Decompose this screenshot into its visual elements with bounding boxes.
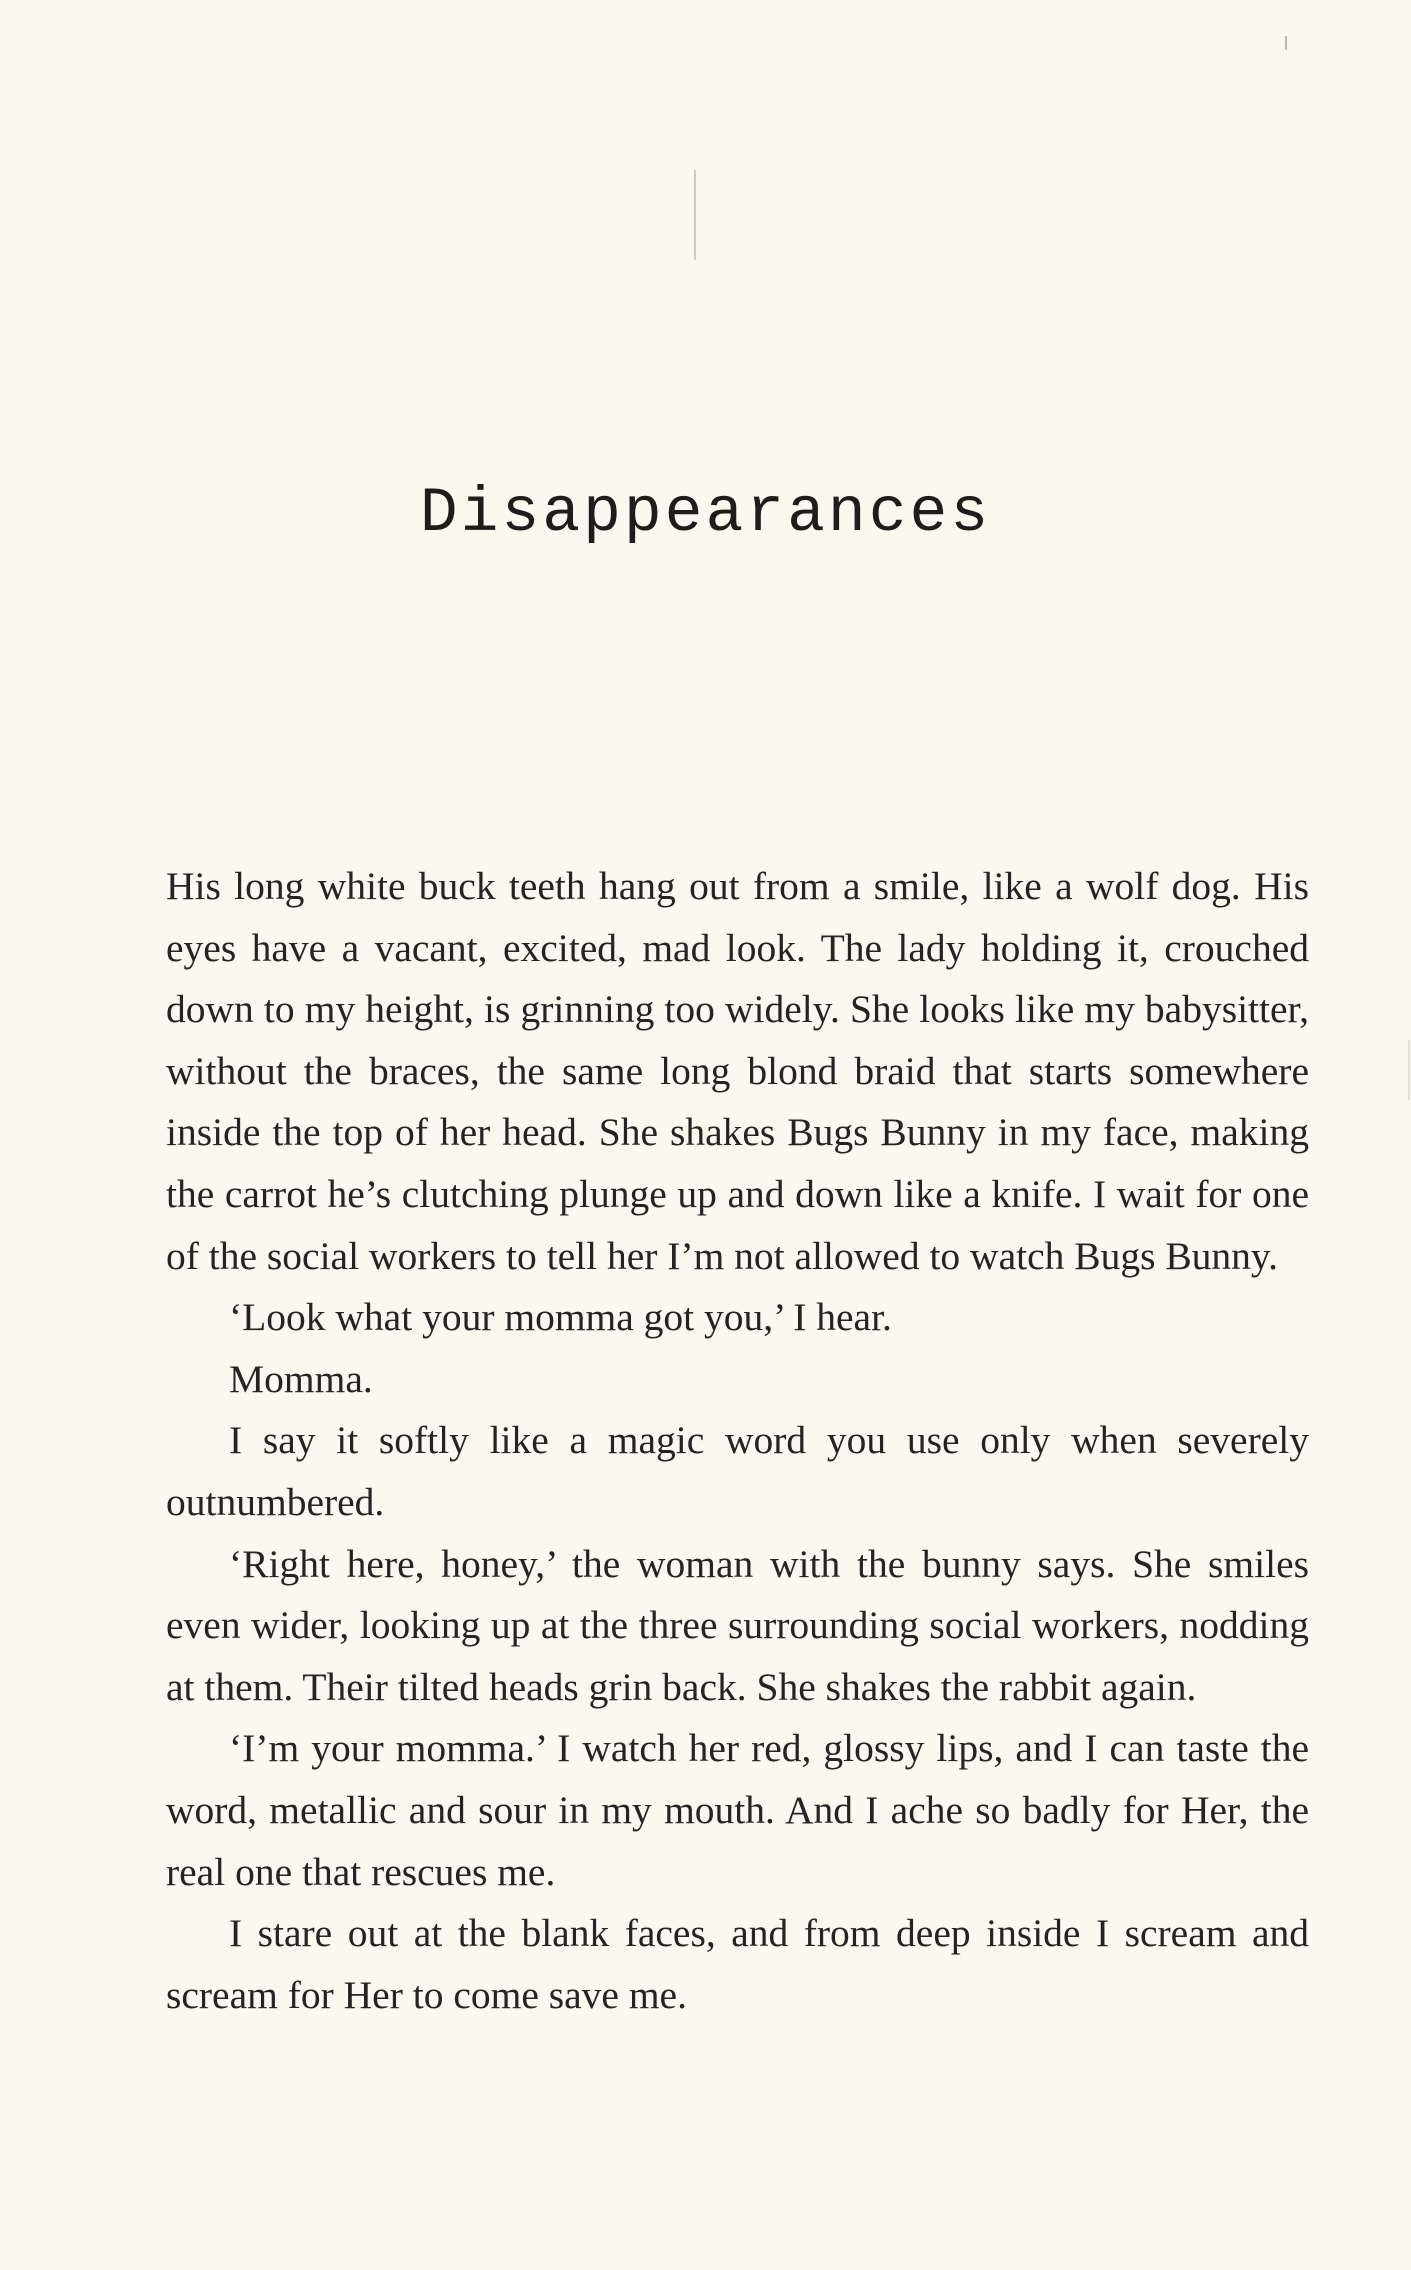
paragraph: ‘Look what your momma got you,’ I hear.	[229, 1295, 892, 1340]
paragraph: ‘Right here, honey,’ the woman with the bunny says. She smiles even wider, looking up at the three surrounding social workers, nodding at them. Their tilted heads grin back. She shakes the rabbit again.	[166, 1541, 1309, 1709]
scan-mark	[694, 170, 696, 260]
scan-mark	[1408, 1040, 1410, 1100]
scan-mark	[1285, 36, 1287, 50]
paragraph: I say it softly like a magic word you use only when severely outnumbered.	[166, 1418, 1309, 1524]
chapter-title: Disappearances	[419, 478, 992, 549]
paragraph: Momma.	[229, 1356, 373, 1401]
paragraph: I stare out at the blank faces, and from deep inside I scream and scream for Her to come save me.	[166, 1911, 1309, 2017]
chapter-body	[166, 856, 1309, 2026]
paragraph: His long white buck teeth hang out from a smile, like a wolf dog. His eyes have a vacant, excited, mad look. The lady holding it, crouched down to my height, is grinning too widely. She looks like my babysitter, without the braces, the same long blond braid that starts somewhere inside the top of her head. She shakes Bugs Bunny in my face, making the carrot he’s clutching plunge up and down like a knife. I wait for one of the social workers to tell her I’m not allowed to watch Bugs Bunny.	[166, 864, 1309, 1278]
paragraph: ‘I’m your momma.’ I watch her red, glossy lips, and I can taste the word, metallic and sour in my mouth. And I ache so badly for Her, the real one that rescues me.	[166, 1726, 1309, 1894]
